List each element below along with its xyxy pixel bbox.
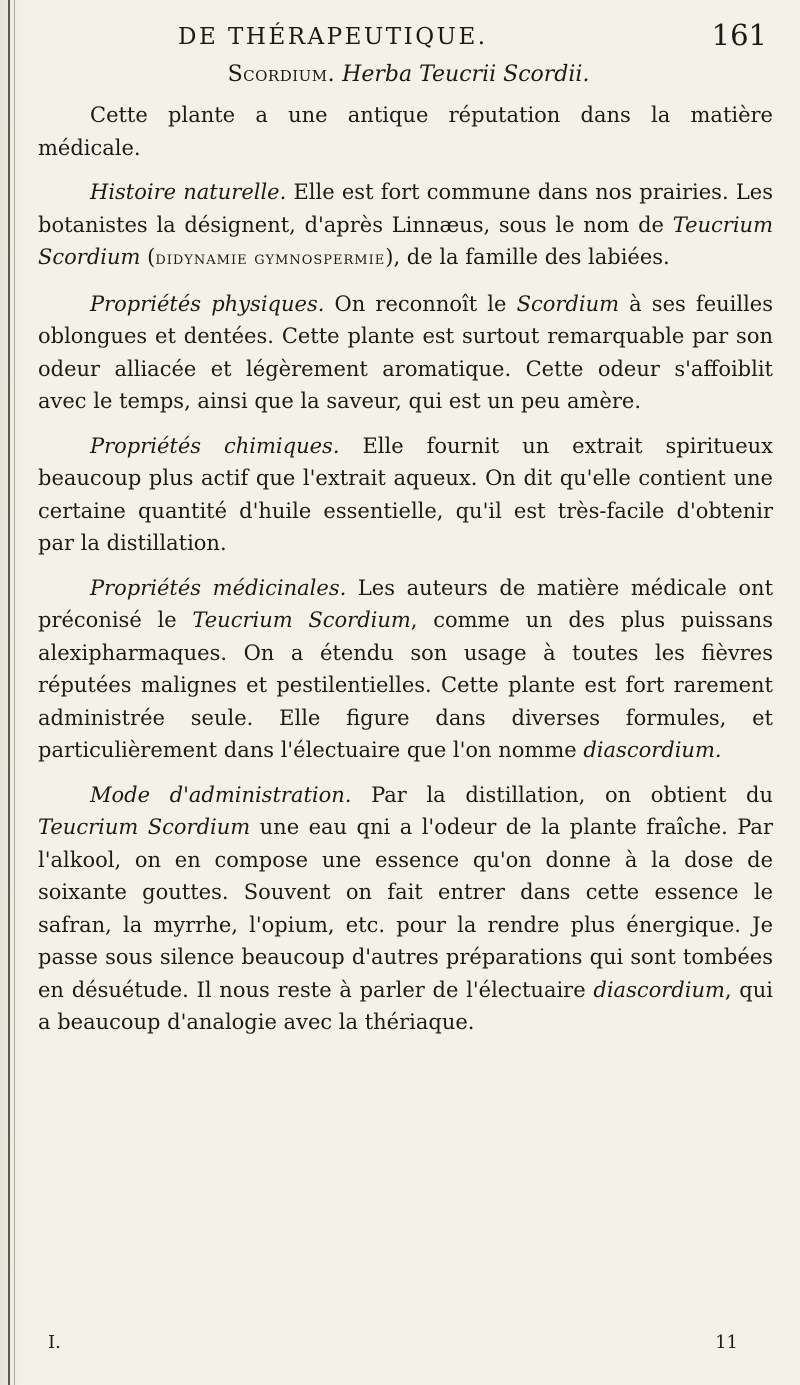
paragraph-proprietes-chimiques [38,430,773,560]
running-head-title: DE THÉRAPEUTIQUE. [178,24,488,50]
section-label-administration: Mode d'administration. [90,782,352,807]
paragraph-histoire-naturelle [38,176,773,276]
binding-edge-line [8,0,10,1385]
paragraph-mode-administration [38,779,773,1039]
remedy-name: diascordium. [583,738,722,762]
section-label-chimiques: Propriétés chimiques. [90,433,340,458]
binding-edge-line-inner [14,0,15,1385]
paragraph-text: à ses feuilles oblongues et dentées. Cette plante est surtout remarquable par son odeur alliacée et légèrement aromatique. Cette odeur s'affoiblit avec le temps, ainsi que la saveur, qui est un peu amère. [38,291,774,413]
paragraph-proprietes-physiques [38,288,773,418]
paragraph-text: ( [140,245,156,269]
paragraph-text: , qui a beaucoup d'analogie avec la thériaque. [38,977,773,1034]
paragraph-intro: Cette plante a une antique réputation dans la matière médicale. [38,103,773,160]
section-label-physiques: Propriétés physiques. [90,291,325,316]
entry-latin-name: Herba Teucrii Scordii. [342,62,590,87]
linnaean-class: didynamie gymnospermie [155,248,386,269]
running-head [38,10,773,56]
signature-mark: I. [48,1332,61,1353]
paragraph-text: Elle fournit un extrait spiritueux beaucoup plus actif que l'extrait aqueux. On dit qu'elle contient une certaine quantité d'huile essentielle, qu'il est très-facile d'obtenir par la distillation. [38,433,773,555]
remedy-name: diascordium [593,977,725,1002]
entry-title [38,62,773,87]
species-name: Teucrium Scordium [38,212,773,269]
species-name: Scordium [516,291,620,316]
book-page [38,10,773,1051]
page-number: 161 [711,18,767,52]
paragraph-text: ), de la famille des labiées. [385,245,670,269]
species-name: Teucrium Scordium [38,815,251,839]
gathering-number: 11 [715,1332,738,1353]
paragraph-text: Les auteurs de matière médicale ont préconisé le [38,575,774,632]
paragraph-text: Elle est fort commune dans nos prairies. Les botanistes la désignent, d'après Linnæus, sous le nom de [38,180,773,237]
section-label-histoire: Histoire naturelle. [90,180,287,204]
paragraph-text: On reconnoît le [324,291,517,316]
species-name: Teucrium Scordium [192,608,411,632]
paragraph-text: une eau qni a l'odeur de la plante fraîche. Par l'alkool, on en compose une essence qu'on donne à la dose de soixante gouttes. Souvent on fait entrer dans cette essence le safran, la myrrhe, l'opium, etc. pour la rendre plus énergique. Je passe sous silence beaucoup d'autres préparations qui sont tombées en désuétude. Il nous reste à parler de l'électuaire [38,815,773,1002]
paragraph-text: , comme un des plus puissans alexipharmaques. On a étendu son usage à toutes les fièvres réputées malignes et pestilentielles. Cette plante est fort rarement administrée seule. Elle figure dans diverses formules, et particulièrement dans l'électuaire que l'on nomme [38,608,773,762]
section-label-medicinales: Propriétés médicinales. [90,575,347,600]
page-binding-shadow [0,0,22,1385]
paragraph-text: Par la distillation, on obtient du [351,782,773,807]
entry-name: Scordium. [227,62,336,87]
paragraph-proprietes-medicinales [38,572,773,767]
